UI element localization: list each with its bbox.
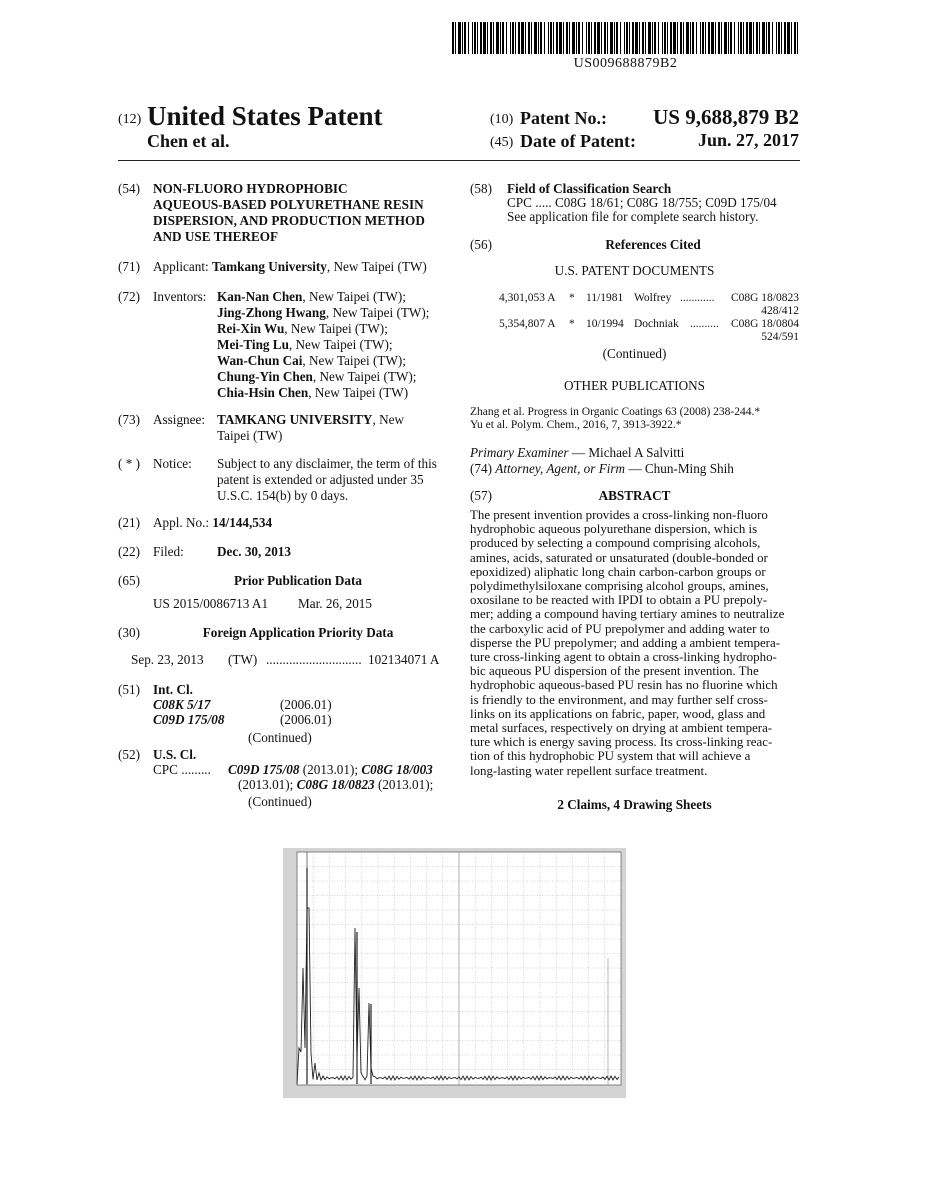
abstract-title: ABSTRACT bbox=[598, 488, 671, 503]
field-search-cpc: CPC ..... C08G 18/61; C08G 18/755; C09D 175/04 bbox=[507, 195, 777, 210]
us-patent-docs-title: U.S. PATENT DOCUMENTS bbox=[554, 263, 715, 278]
barcode-bar bbox=[673, 22, 676, 54]
abstract-line: polydimethylsiloxane comprising alcohol groups, amines, bbox=[470, 579, 769, 594]
foreign-priority-title: Foreign Application Priority Data bbox=[202, 625, 394, 640]
claims-summary: 2 Claims, 4 Drawing Sheets bbox=[557, 797, 712, 812]
abstract-line: ture cross-linking agent to obtain a cross-linking hydropho- bbox=[470, 650, 777, 665]
barcode-bar bbox=[588, 22, 590, 54]
barcode-bar bbox=[658, 22, 659, 54]
barcode-bar bbox=[559, 22, 562, 54]
ref-star: * bbox=[569, 318, 575, 330]
barcode-bar bbox=[544, 22, 545, 54]
barcode-bar bbox=[500, 22, 501, 54]
barcode-bar bbox=[645, 22, 646, 54]
attorney: (74) Attorney, Agent, or Firm — Chun-Ming Shih bbox=[470, 461, 734, 476]
code-notice: ( * ) bbox=[118, 456, 140, 471]
abstract-line: The present invention provides a cross-linking non-fluoro bbox=[470, 508, 768, 522]
barcode-bar bbox=[487, 22, 488, 54]
field-search-see: See application file for complete search history. bbox=[507, 209, 759, 224]
barcode-bar bbox=[597, 22, 600, 54]
refs-continued: (Continued) bbox=[602, 346, 667, 361]
barcode-bar bbox=[680, 22, 682, 54]
prior-pub-number: US 2015/0086713 A1 bbox=[153, 596, 269, 611]
barcode-bar bbox=[664, 22, 666, 54]
abstract-line: is friendly to the environment, and may further self cross- bbox=[470, 692, 768, 707]
appl-no: Appl. No.: 14/144,534 bbox=[153, 515, 273, 530]
code-12: (12) bbox=[118, 112, 142, 127]
barcode-number: US009688879B2 bbox=[573, 56, 678, 71]
ref-class: C08G 18/0823 bbox=[730, 292, 799, 304]
inventors-label: Inventors: bbox=[153, 289, 207, 304]
front-page-drawing bbox=[283, 848, 626, 1098]
applicant: Applicant: Tamkang University, New Taipei (TW) bbox=[153, 259, 427, 274]
code-71: (71) bbox=[118, 259, 140, 274]
barcode-bar bbox=[468, 22, 469, 54]
filed-date: Dec. 30, 2013 bbox=[217, 544, 291, 559]
barcode-bar bbox=[626, 22, 628, 54]
barcode-bar bbox=[538, 22, 539, 54]
barcode-bar bbox=[787, 22, 790, 54]
barcode-bar bbox=[512, 22, 514, 54]
barcode-bar bbox=[548, 22, 549, 54]
barcode-bar bbox=[483, 22, 486, 54]
ref-date: 10/1994 bbox=[586, 318, 624, 330]
abstract-line: links on its applications on fabric, paper, wood, glass and bbox=[470, 706, 766, 721]
other-pub-1: Zhang et al. Progress in Organic Coatings 63 (2008) 238-244.* bbox=[470, 406, 761, 418]
code-73: (73) bbox=[118, 412, 140, 427]
barcode bbox=[452, 22, 799, 54]
barcode-bar bbox=[534, 22, 537, 54]
barcode-bar bbox=[616, 22, 618, 54]
barcode-bar bbox=[610, 22, 613, 54]
barcode-bar bbox=[711, 22, 714, 54]
abstract-text bbox=[470, 508, 799, 778]
ref-number: 5,354,807 A bbox=[499, 318, 556, 330]
ref-dots: .......... bbox=[690, 318, 719, 330]
code-51: (51) bbox=[118, 682, 140, 697]
barcode-bar bbox=[766, 22, 767, 54]
barcode-bar bbox=[648, 22, 651, 54]
barcode-bar bbox=[572, 22, 575, 54]
prior-pub-date: Mar. 26, 2015 bbox=[298, 596, 372, 611]
barcode-bar bbox=[586, 22, 587, 54]
code-56: (56) bbox=[470, 237, 492, 252]
barcode-bar bbox=[578, 22, 580, 54]
foreign-date: Sep. 23, 2013 bbox=[131, 652, 204, 667]
patent-no-label: Patent No.: bbox=[520, 108, 607, 128]
barcode-bar bbox=[528, 22, 530, 54]
code-57: (57) bbox=[470, 488, 492, 503]
code-72: (72) bbox=[118, 289, 140, 304]
barcode-bar bbox=[480, 22, 482, 54]
barcode-bar bbox=[728, 22, 729, 54]
barcode-bar bbox=[768, 22, 770, 54]
barcode-bar bbox=[594, 22, 596, 54]
abstract-line: the carboxylic acid of PU prepolymer and adding water to bbox=[470, 621, 770, 636]
barcode-bar bbox=[662, 22, 663, 54]
barcode-bar bbox=[781, 22, 782, 54]
patent-type-title: United States Patent bbox=[147, 101, 383, 131]
primary-examiner: Primary Examiner — Michael A Salvitti bbox=[470, 445, 685, 460]
assignee-label: Assignee: bbox=[153, 412, 206, 427]
references-title: References Cited bbox=[605, 237, 701, 252]
abstract-line: bic aqueous PU dispersion of the present invention. The bbox=[470, 664, 759, 679]
abstract-line: epoxidized) aliphatic long chain carbon-carbon groups or bbox=[470, 564, 766, 579]
other-pub-2: Yu et al. Polym. Chem., 2016, 7, 3913-3922.* bbox=[470, 419, 682, 431]
date-label: Date of Patent: bbox=[520, 131, 636, 151]
barcode-bar bbox=[696, 22, 697, 54]
barcode-bar bbox=[604, 22, 606, 54]
barcode-bar bbox=[791, 22, 792, 54]
barcode-bar bbox=[702, 22, 704, 54]
barcode-bar bbox=[683, 22, 684, 54]
abstract-line: metal surfaces, respectively on drying at ambient tempera- bbox=[470, 721, 773, 736]
barcode-bar bbox=[506, 22, 507, 54]
barcode-bar bbox=[749, 22, 752, 54]
invention-title: NON-FLUORO HYDROPHOBIC AQUEOUS-BASED POLYURETHANE RESIN DISPERSION, AND PRODUCTION METHOD AND USE THEREOF bbox=[153, 181, 425, 244]
barcode-bar bbox=[756, 22, 758, 54]
foreign-dots: ............................. bbox=[266, 652, 362, 667]
barcode-bar bbox=[784, 22, 786, 54]
barcode-bar bbox=[705, 22, 706, 54]
code-45: (45) bbox=[490, 135, 514, 150]
barcode-bar bbox=[531, 22, 532, 54]
header-rule bbox=[118, 160, 800, 161]
barcode-bar bbox=[772, 22, 773, 54]
barcode-bar bbox=[778, 22, 780, 54]
abstract-line: produced by selecting a compound comprising alcohols, bbox=[470, 536, 761, 551]
filed-label: Filed: bbox=[153, 544, 184, 559]
barcode-bar bbox=[753, 22, 754, 54]
barcode-bar bbox=[730, 22, 732, 54]
barcode-bar bbox=[724, 22, 727, 54]
ref-class-2: 524/591 bbox=[761, 331, 799, 343]
barcode-bar bbox=[642, 22, 644, 54]
abstract-line: ture which is energy saving process. Its cross-linking reac- bbox=[470, 735, 773, 750]
barcode-bar bbox=[620, 22, 621, 54]
barcode-bar bbox=[462, 22, 463, 54]
barcode-bar bbox=[746, 22, 748, 54]
code-21: (21) bbox=[118, 515, 140, 530]
barcode-bar bbox=[690, 22, 691, 54]
barcode-bar bbox=[738, 22, 739, 54]
barcode-bar bbox=[794, 22, 796, 54]
ref-name: Dochniak bbox=[634, 318, 679, 330]
code-10: (10) bbox=[490, 112, 514, 127]
barcode-bar bbox=[652, 22, 653, 54]
barcode-bar bbox=[563, 22, 564, 54]
ref-dots: ............ bbox=[680, 292, 715, 304]
ref-date: 11/1981 bbox=[586, 292, 624, 304]
prior-pub-title: Prior Publication Data bbox=[234, 573, 362, 588]
barcode-bar bbox=[624, 22, 625, 54]
int-cl-date: (2006.01) bbox=[280, 697, 332, 712]
barcode-bar bbox=[474, 22, 476, 54]
barcode-bar bbox=[654, 22, 656, 54]
abstract-line: hydrophobic aqueous polyurethane dispersion, which is bbox=[470, 522, 758, 537]
barcode-bar bbox=[715, 22, 716, 54]
barcode-bar bbox=[510, 22, 511, 54]
barcode-bar bbox=[525, 22, 526, 54]
barcode-bar bbox=[576, 22, 577, 54]
barcode-bar bbox=[601, 22, 602, 54]
cpc-label: CPC ......... bbox=[153, 762, 211, 777]
barcode-bar bbox=[472, 22, 473, 54]
foreign-country: (TW) bbox=[228, 652, 258, 667]
barcode-bar bbox=[490, 22, 492, 54]
barcode-bar bbox=[502, 22, 504, 54]
barcode-bar bbox=[496, 22, 499, 54]
barcode-bar bbox=[639, 22, 640, 54]
ref-class: C08G 18/0804 bbox=[730, 318, 799, 330]
patent-date: Jun. 27, 2017 bbox=[697, 130, 799, 150]
barcode-bar bbox=[762, 22, 765, 54]
barcode-bar bbox=[632, 22, 634, 54]
barcode-bar bbox=[477, 22, 478, 54]
barcode-bar bbox=[686, 22, 689, 54]
int-cl-date: (2006.01) bbox=[280, 712, 332, 727]
barcode-bar bbox=[607, 22, 608, 54]
barcode-bar bbox=[700, 22, 701, 54]
ref-name: Wolfrey bbox=[634, 292, 672, 304]
ref-star: * bbox=[569, 292, 575, 304]
abstract-line: amines, acids, saturated or unsaturated (double-bonded or bbox=[470, 550, 768, 565]
abstract-line: disperse the PU prepolymer; and adding a ambient tempera- bbox=[470, 635, 780, 650]
us-cl-continued: (Continued) bbox=[248, 794, 312, 809]
code-65: (65) bbox=[118, 573, 140, 588]
barcode-bar bbox=[614, 22, 615, 54]
cpc-line-1: C09D 175/08 (2013.01); C08G 18/003 bbox=[228, 762, 433, 777]
barcode-bar bbox=[797, 22, 798, 54]
patent-number: US 9,688,879 B2 bbox=[653, 105, 799, 129]
cpc-line-2: (2013.01); C08G 18/0823 (2013.01); bbox=[238, 777, 434, 792]
us-cl-label: U.S. Cl. bbox=[153, 747, 197, 762]
notice-label: Notice: bbox=[153, 456, 192, 471]
assignee: TAMKANG UNIVERSITY, New Taipei (TW) bbox=[217, 412, 404, 443]
code-58: (58) bbox=[470, 181, 492, 196]
field-search-title: Field of Classification Search bbox=[507, 181, 672, 196]
barcode-bar bbox=[759, 22, 760, 54]
int-cl-code: C09D 175/08 bbox=[153, 712, 225, 727]
abstract-line: oxosilane to be reacted with IPDI to obtain a PU prepoly- bbox=[470, 593, 768, 608]
barcode-bar bbox=[452, 22, 454, 54]
barcode-bar bbox=[515, 22, 516, 54]
authors: Chen et al. bbox=[147, 131, 230, 151]
ref-number: 4,301,053 A bbox=[499, 292, 556, 304]
foreign-number: 102134071 A bbox=[368, 652, 440, 667]
barcode-bar bbox=[493, 22, 494, 54]
barcode-bar bbox=[721, 22, 722, 54]
code-52: (52) bbox=[118, 747, 140, 762]
barcode-bar bbox=[670, 22, 672, 54]
barcode-bar bbox=[455, 22, 456, 54]
abstract-line: tion of this hydrophobic PU system that will achieve a bbox=[470, 749, 751, 764]
ref-class-2: 428/412 bbox=[761, 305, 799, 317]
barcode-bar bbox=[734, 22, 735, 54]
barcode-bar bbox=[708, 22, 710, 54]
barcode-bar bbox=[540, 22, 542, 54]
barcode-bar bbox=[550, 22, 552, 54]
barcode-bar bbox=[667, 22, 668, 54]
barcode-bar bbox=[629, 22, 630, 54]
barcode-bar bbox=[464, 22, 466, 54]
barcode-bar bbox=[677, 22, 678, 54]
int-cl-continued: (Continued) bbox=[248, 730, 312, 745]
code-54: (54) bbox=[118, 181, 140, 196]
barcode-bar bbox=[591, 22, 592, 54]
code-30: (30) bbox=[118, 625, 140, 640]
barcode-bar bbox=[556, 22, 558, 54]
barcode-bar bbox=[718, 22, 720, 54]
barcode-bar bbox=[743, 22, 744, 54]
other-publications-title: OTHER PUBLICATIONS bbox=[563, 378, 706, 393]
barcode-bar bbox=[582, 22, 583, 54]
barcode-bar bbox=[566, 22, 568, 54]
int-cl-label: Int. Cl. bbox=[153, 682, 193, 697]
code-22: (22) bbox=[118, 544, 140, 559]
abstract-line: mer; adding a compound having tertiary amines to neutralize bbox=[470, 607, 785, 622]
barcode-bar bbox=[458, 22, 461, 54]
barcode-bar bbox=[635, 22, 638, 54]
barcode-bar bbox=[569, 22, 570, 54]
inventors-list: Kan-Nan Chen, New Taipei (TW); Jing-Zhong Hwang, New Taipei (TW); Rei-Xin Wu, New Taipei (TW); Mei-Ting Lu, New Taipei (TW); Wan-Chun Cai, New Taipei (TW); Chung-Yin Chen, New Taipei (TW); Chia-Hsin Chen, New Taipei (TW) bbox=[217, 289, 430, 400]
barcode-bar bbox=[692, 22, 694, 54]
barcode-bar bbox=[553, 22, 554, 54]
barcode-bar bbox=[518, 22, 520, 54]
notice-text: Subject to any disclaimer, the term of this patent is extended or adjusted under 35 U.S.C. 154(b) by 0 days. bbox=[217, 456, 437, 503]
abstract-line: hydrophobic aqueous-based PU resin has no fluorine which bbox=[470, 678, 778, 693]
barcode-bar bbox=[521, 22, 524, 54]
int-cl-code: C08K 5/17 bbox=[153, 697, 211, 712]
abstract-line: long-lasting water repellent surface treatment. bbox=[470, 763, 708, 778]
barcode-bar bbox=[740, 22, 742, 54]
barcode-bar bbox=[776, 22, 777, 54]
